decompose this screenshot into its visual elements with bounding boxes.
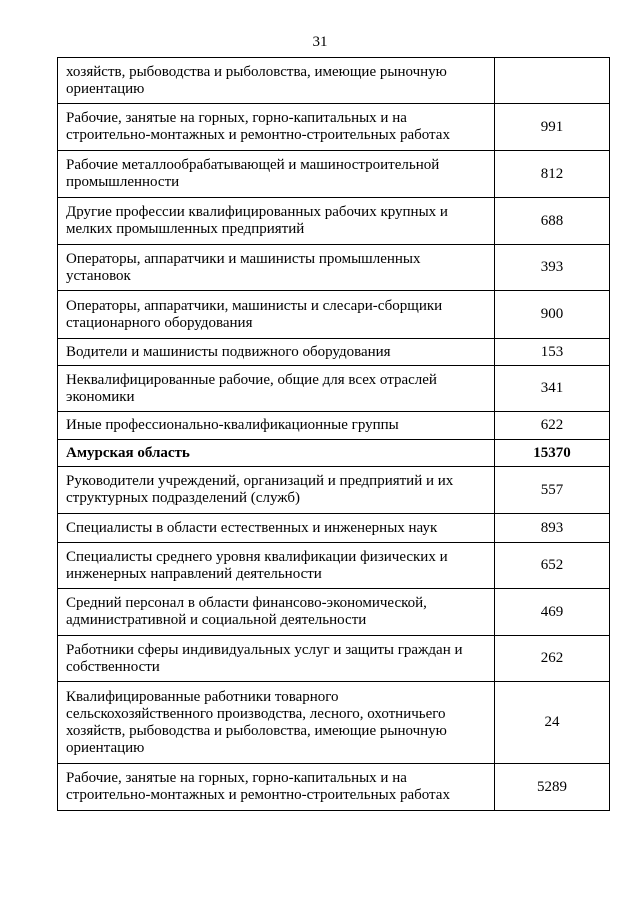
row-value: 557 [495,467,610,514]
row-label: Квалифицированные работники товарного сельскохозяйственного производства, лесного, охотничьего хозяйств, рыбоводства и рыболовства, имеющие рыночную ориентацию [58,682,495,764]
row-label: хозяйств, рыбоводства и рыболовства, имеющие рыночную ориентацию [58,58,495,104]
row-label: Рабочие, занятые на горных, горно-капитальных и на строительно-монтажных и ремонтно-строительных работах [58,104,495,151]
row-value: 812 [495,151,610,198]
table-row [58,514,610,543]
occupation-table [57,57,610,811]
row-value: 652 [495,543,610,589]
table-row [58,467,610,514]
page-number: 31 [312,34,328,50]
row-value [495,58,610,104]
row-label: Иные профессионально-квалификационные группы [58,412,495,440]
table-row [58,151,610,198]
table-row [58,339,610,366]
row-label: Рабочие металлообрабатывающей и машиностроительной промышленности [58,151,495,198]
table-row [58,291,610,339]
table-row [58,58,610,104]
row-value: 688 [495,198,610,245]
row-label: Специалисты среднего уровня квалификации физических и инженерных направлений деятельности [58,543,495,589]
row-value: 893 [495,514,610,543]
table-row [58,198,610,245]
region-total-value: 15370 [495,440,610,467]
table-row [58,543,610,589]
table-row [58,682,610,764]
table-row [58,412,610,440]
row-value: 153 [495,339,610,366]
row-value: 469 [495,589,610,636]
row-label: Специалисты в области естественных и инженерных наук [58,514,495,543]
row-label: Средний персонал в области финансово-экономической, административной и социальной деятельности [58,589,495,636]
row-label: Водители и машинисты подвижного оборудования [58,339,495,366]
row-label: Операторы, аппаратчики, машинисты и слесари-сборщики стационарного оборудования [58,291,495,339]
row-value: 262 [495,636,610,682]
table-row [58,589,610,636]
row-value: 622 [495,412,610,440]
row-value: 341 [495,366,610,412]
table-row [58,104,610,151]
table-row [58,245,610,291]
row-label: Операторы, аппаратчики и машинисты промышленных установок [58,245,495,291]
row-label: Неквалифицированные рабочие, общие для всех отраслей экономики [58,366,495,412]
row-value: 24 [495,682,610,764]
region-total-row [58,440,610,467]
row-value: 5289 [495,764,610,811]
row-value: 393 [495,245,610,291]
table-row [58,636,610,682]
row-label: Рабочие, занятые на горных, горно-капитальных и на строительно-монтажных и ремонтно-строительных работах [58,764,495,811]
row-value: 991 [495,104,610,151]
region-name: Амурская область [58,440,495,467]
table-row [58,764,610,811]
row-label: Работники сферы индивидуальных услуг и защиты граждан и собственности [58,636,495,682]
row-value: 900 [495,291,610,339]
row-label: Другие профессии квалифицированных рабочих крупных и мелких промышленных предприятий [58,198,495,245]
row-label: Руководители учреждений, организаций и предприятий и их структурных подразделений (служб) [58,467,495,514]
table-row [58,366,610,412]
